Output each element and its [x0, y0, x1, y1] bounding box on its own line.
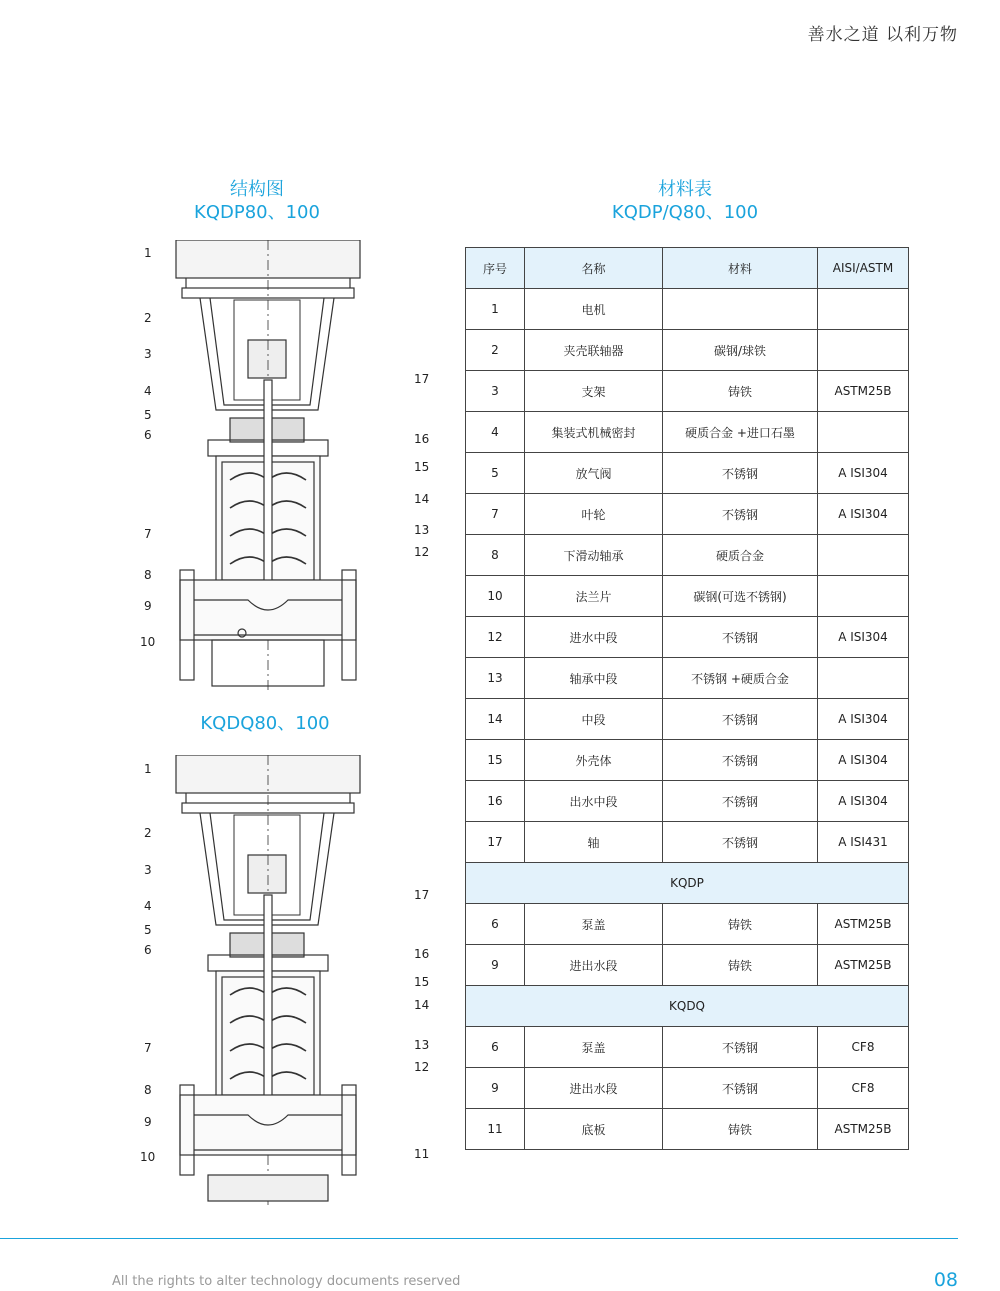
table-cell: 不锈钢 +硬质合金	[663, 658, 818, 699]
callout-kqdq-7: 7	[144, 1041, 152, 1055]
table-row	[466, 781, 909, 822]
callout-kqdq-11: 11	[414, 1147, 430, 1161]
group-row-kqdp	[466, 863, 909, 904]
table-row	[466, 371, 909, 412]
table-cell: 不锈钢	[663, 494, 818, 535]
callout-kqdp-14: 14	[414, 492, 430, 506]
footer-divider	[0, 1238, 958, 1239]
table-row	[466, 699, 909, 740]
table-row	[466, 822, 909, 863]
callout-kqdq-8: 8	[144, 1083, 152, 1097]
table-row	[466, 904, 909, 945]
table-cell: 13	[466, 658, 525, 699]
table-cell: CF8	[818, 1027, 909, 1068]
table-cell: ASTM25B	[818, 371, 909, 412]
callout-kqdp-5: 5	[144, 408, 152, 422]
table-cell: 铸铁	[663, 904, 818, 945]
callout-kqdq-2: 2	[144, 826, 152, 840]
table-cell: A ISI304	[818, 617, 909, 658]
table-cell: 硬质合金 +进口石墨	[663, 412, 818, 453]
footer-rights-text: All the rights to alter technology documents reserved	[112, 1274, 461, 1289]
table-row	[466, 740, 909, 781]
table-cell: 5	[466, 453, 525, 494]
table-cell: 出水中段	[525, 781, 663, 822]
table-cell: 铸铁	[663, 945, 818, 986]
table-row	[466, 617, 909, 658]
table-row	[466, 453, 909, 494]
table-cell: A ISI431	[818, 822, 909, 863]
table-row	[466, 1068, 909, 1109]
callout-kqdp-10: 10	[140, 635, 156, 649]
table-row	[466, 658, 909, 699]
table-row	[466, 945, 909, 986]
table-cell: CF8	[818, 1068, 909, 1109]
kqdq-section-drawing	[138, 755, 438, 1205]
table-row	[466, 1109, 909, 1150]
callout-kqdq-6: 6	[144, 943, 152, 957]
table-cell: ASTM25B	[818, 904, 909, 945]
callout-kqdp-3: 3	[144, 347, 152, 361]
table-cell: 中段	[525, 699, 663, 740]
callout-kqdp-4: 4	[144, 384, 152, 398]
table-cell: 不锈钢	[663, 740, 818, 781]
table-cell: 法兰片	[525, 576, 663, 617]
materials-table	[465, 247, 909, 1150]
table-cell: 底板	[525, 1109, 663, 1150]
table-row	[466, 494, 909, 535]
table-cell: 15	[466, 740, 525, 781]
table-cell	[818, 289, 909, 330]
table-cell: 支架	[525, 371, 663, 412]
table-cell: 不锈钢	[663, 453, 818, 494]
callout-kqdq-14: 14	[414, 998, 430, 1012]
callout-kqdq-17: 17	[414, 888, 430, 902]
callout-kqdq-16: 16	[414, 947, 430, 961]
table-cell: 泵盖	[525, 1027, 663, 1068]
table-cell: 放气阀	[525, 453, 663, 494]
table-cell: 外壳体	[525, 740, 663, 781]
table-cell: A ISI304	[818, 453, 909, 494]
header-cell: 材料	[663, 248, 818, 289]
callout-kqdq-13: 13	[414, 1038, 430, 1052]
table-cell: 进出水段	[525, 1068, 663, 1109]
table-cell: 不锈钢	[663, 1027, 818, 1068]
table-cell: ASTM25B	[818, 1109, 909, 1150]
group-row-kqdq	[466, 986, 909, 1027]
kqdp-drawing-svg	[138, 240, 438, 690]
table-cell: A ISI304	[818, 699, 909, 740]
table-cell: 9	[466, 1068, 525, 1109]
callout-kqdp-1: 1	[144, 246, 152, 260]
table-cell: 硬质合金	[663, 535, 818, 576]
table-cell	[818, 412, 909, 453]
callout-kqdq-3: 3	[144, 863, 152, 877]
table-cell: 3	[466, 371, 525, 412]
kqdq-drawing-svg	[138, 755, 438, 1205]
callout-kqdq-5: 5	[144, 923, 152, 937]
materials-title: 材料表	[658, 179, 712, 200]
table-cell: 6	[466, 1027, 525, 1068]
table-cell: 夹壳联轴器	[525, 330, 663, 371]
table-cell: 17	[466, 822, 525, 863]
structure-subtitle-kqdq: KQDQ80、100	[200, 713, 330, 734]
table-cell: A ISI304	[818, 781, 909, 822]
table-cell: 轴	[525, 822, 663, 863]
table-row	[466, 289, 909, 330]
table-cell	[818, 535, 909, 576]
table-cell: 10	[466, 576, 525, 617]
callout-kqdp-15: 15	[414, 460, 430, 474]
callout-kqdq-10: 10	[140, 1150, 156, 1164]
table-cell: 不锈钢	[663, 1068, 818, 1109]
table-cell: 不锈钢	[663, 617, 818, 658]
table-cell: A ISI304	[818, 494, 909, 535]
table-cell: ASTM25B	[818, 945, 909, 986]
header-cell: AISI/ASTM	[818, 248, 909, 289]
table-row	[466, 1027, 909, 1068]
callout-kqdp-13: 13	[414, 523, 430, 537]
callout-kqdq-15: 15	[414, 975, 430, 989]
structure-title: 结构图	[230, 179, 284, 200]
callout-kqdp-6: 6	[144, 428, 152, 442]
callout-kqdp-12: 12	[414, 545, 430, 559]
table-cell: 7	[466, 494, 525, 535]
table-cell: 叶轮	[525, 494, 663, 535]
table-cell: A ISI304	[818, 740, 909, 781]
table-cell: 不锈钢	[663, 781, 818, 822]
table-row	[466, 330, 909, 371]
materials-header-row	[466, 248, 909, 289]
header-slogan: 善水之道 以利万物	[807, 25, 958, 45]
table-cell: 16	[466, 781, 525, 822]
header-cell: 名称	[525, 248, 663, 289]
kqdp-section-drawing	[138, 240, 438, 690]
table-cell: 集装式机械密封	[525, 412, 663, 453]
table-cell: 泵盖	[525, 904, 663, 945]
callout-kqdq-12: 12	[414, 1060, 430, 1074]
table-cell: 11	[466, 1109, 525, 1150]
callout-kqdq-4: 4	[144, 899, 152, 913]
table-cell: 电机	[525, 289, 663, 330]
table-cell: 14	[466, 699, 525, 740]
table-cell	[818, 576, 909, 617]
group-label: KQDP	[466, 863, 909, 904]
table-cell: 碳钢(可选不锈钢)	[663, 576, 818, 617]
table-cell: 下滑动轴承	[525, 535, 663, 576]
materials-title-block	[610, 178, 760, 224]
materials-subtitle: KQDP/Q80、100	[611, 202, 759, 223]
table-cell: 4	[466, 412, 525, 453]
structure-title-block	[192, 178, 322, 224]
table-cell: 碳钢/球铁	[663, 330, 818, 371]
page-number: 08	[933, 1269, 958, 1291]
table-cell: 轴承中段	[525, 658, 663, 699]
table-cell: 不锈钢	[663, 822, 818, 863]
table-cell: 进水中段	[525, 617, 663, 658]
table-cell: 进出水段	[525, 945, 663, 986]
table-cell	[663, 289, 818, 330]
header-cell: 序号	[466, 248, 525, 289]
group-label: KQDQ	[466, 986, 909, 1027]
table-cell: 铸铁	[663, 371, 818, 412]
callout-kqdp-2: 2	[144, 311, 152, 325]
callout-kqdq-1: 1	[144, 762, 152, 776]
callout-kqdp-8: 8	[144, 568, 152, 582]
callout-kqdp-7: 7	[144, 527, 152, 541]
callout-kqdq-9: 9	[144, 1115, 152, 1129]
table-cell: 12	[466, 617, 525, 658]
structure-subtitle-kqdp: KQDP80、100	[194, 202, 320, 223]
table-cell	[818, 658, 909, 699]
table-cell: 铸铁	[663, 1109, 818, 1150]
table-cell: 8	[466, 535, 525, 576]
table-row	[466, 535, 909, 576]
table-cell	[818, 330, 909, 371]
table-cell: 6	[466, 904, 525, 945]
table-row	[466, 412, 909, 453]
table-row	[466, 576, 909, 617]
table-cell: 1	[466, 289, 525, 330]
table-cell: 不锈钢	[663, 699, 818, 740]
callout-kqdp-9: 9	[144, 599, 152, 613]
table-cell: 2	[466, 330, 525, 371]
table-cell: 9	[466, 945, 525, 986]
callout-kqdp-17: 17	[414, 372, 430, 386]
callout-kqdp-16: 16	[414, 432, 430, 446]
